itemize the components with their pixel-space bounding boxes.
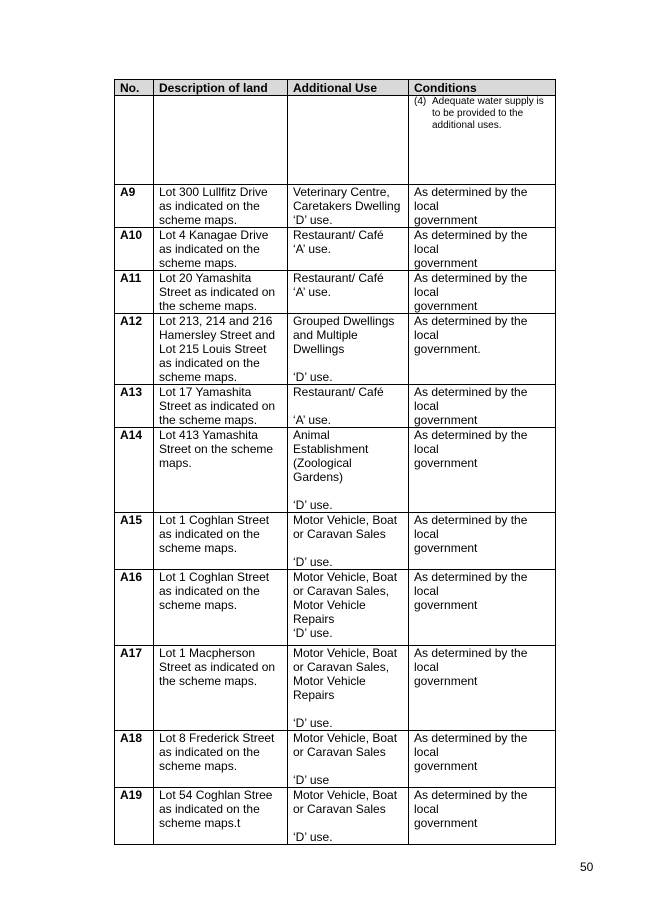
row-no: A17 bbox=[115, 646, 154, 731]
row-use: Restaurant/ Café ‘A’ use. bbox=[288, 228, 409, 271]
row-description: Lot 1 Macpherson Street as indicated on the scheme maps. bbox=[154, 646, 288, 731]
row-use: Restaurant/ Café ‘A’ use. bbox=[288, 385, 409, 428]
row-conditions: As determined by the local government bbox=[409, 185, 556, 228]
row-use: Motor Vehicle, Boat or Caravan Sales, Motor Vehicle Repairs ‘D’ use. bbox=[288, 570, 409, 646]
header-description: Description of land bbox=[154, 80, 288, 96]
table-row bbox=[115, 646, 556, 731]
row-description: Lot 20 Yamashita Street as indicated on the scheme maps. bbox=[154, 271, 288, 314]
row-description: Lot 1 Coghlan Street as indicated on the scheme maps. bbox=[154, 513, 288, 570]
row-use: Restaurant/ Café ‘A’ use. bbox=[288, 271, 409, 314]
row-conditions: As determined by the local government bbox=[409, 385, 556, 428]
row-description: Lot 300 Lullfitz Drive as indicated on the scheme maps. bbox=[154, 185, 288, 228]
row-conditions: As determined by the local government bbox=[409, 570, 556, 646]
condition-index: (4) bbox=[414, 96, 427, 107]
row-use: Motor Vehicle, Boat or Caravan Sales, Motor Vehicle Repairs ‘D’ use. bbox=[288, 646, 409, 731]
continuation-conditions bbox=[409, 96, 556, 185]
table-row bbox=[115, 185, 556, 228]
row-use: Motor Vehicle, Boat or Caravan Sales ‘D’ use. bbox=[288, 788, 409, 845]
row-use: Motor Vehicle, Boat or Caravan Sales ‘D’ use bbox=[288, 731, 409, 788]
row-use: Grouped Dwellings and Multiple Dwellings ‘D’ use. bbox=[288, 314, 409, 385]
row-use: Motor Vehicle, Boat or Caravan Sales ‘D’ use. bbox=[288, 513, 409, 570]
row-description: Lot 4 Kanagae Drive as indicated on the scheme maps. bbox=[154, 228, 288, 271]
table-row bbox=[115, 513, 556, 570]
row-conditions: As determined by the local government bbox=[409, 513, 556, 570]
table-row bbox=[115, 788, 556, 845]
row-no: A19 bbox=[115, 788, 154, 845]
table-row bbox=[115, 385, 556, 428]
additional-uses-table bbox=[114, 79, 556, 845]
table-header-row bbox=[115, 80, 556, 96]
condition-text: Adequate water supply is to be provided to the additional uses. bbox=[432, 96, 544, 131]
row-description: Lot 17 Yamashita Street as indicated on the scheme maps. bbox=[154, 385, 288, 428]
table-row bbox=[115, 570, 556, 646]
row-conditions: As determined by the local government. bbox=[409, 314, 556, 385]
header-no: No. bbox=[115, 80, 154, 96]
row-conditions: As determined by the local government bbox=[409, 646, 556, 731]
row-description: Lot 413 Yamashita Street on the scheme maps. bbox=[154, 428, 288, 513]
continuation-description bbox=[154, 96, 288, 185]
table-row bbox=[115, 314, 556, 385]
row-no: A14 bbox=[115, 428, 154, 513]
table-row bbox=[115, 428, 556, 513]
row-use: Animal Establishment (Zoological Gardens) ‘D’ use. bbox=[288, 428, 409, 513]
row-description: Lot 8 Frederick Street as indicated on the scheme maps. bbox=[154, 731, 288, 788]
row-description: Lot 54 Coghlan Stree as indicated on the scheme maps.t bbox=[154, 788, 288, 845]
row-no: A16 bbox=[115, 570, 154, 646]
row-no: A9 bbox=[115, 185, 154, 228]
row-no: A15 bbox=[115, 513, 154, 570]
row-conditions: As determined by the local government bbox=[409, 731, 556, 788]
header-additional-use: Additional Use bbox=[288, 80, 409, 96]
table-row bbox=[115, 271, 556, 314]
row-conditions: As determined by the local government bbox=[409, 228, 556, 271]
row-description: Lot 213, 214 and 216 Hamersley Street and Lot 215 Louis Street as indicated on the scheme maps. bbox=[154, 314, 288, 385]
page-number: 50 bbox=[580, 860, 594, 874]
continuation-use bbox=[288, 96, 409, 185]
condition-item bbox=[414, 96, 550, 132]
table-row bbox=[115, 228, 556, 271]
row-description: Lot 1 Coghlan Street as indicated on the scheme maps. bbox=[154, 570, 288, 646]
row-no: A12 bbox=[115, 314, 154, 385]
continuation-no bbox=[115, 96, 154, 185]
continuation-row bbox=[115, 96, 556, 185]
row-no: A10 bbox=[115, 228, 154, 271]
header-conditions: Conditions bbox=[409, 80, 556, 96]
row-no: A13 bbox=[115, 385, 154, 428]
row-no: A11 bbox=[115, 271, 154, 314]
row-no: A18 bbox=[115, 731, 154, 788]
table-row bbox=[115, 731, 556, 788]
row-conditions: As determined by the local government bbox=[409, 788, 556, 845]
row-conditions: As determined by the local government bbox=[409, 428, 556, 513]
row-use: Veterinary Centre, Caretakers Dwelling ‘D’ use. bbox=[288, 185, 409, 228]
row-conditions: As determined by the local government bbox=[409, 271, 556, 314]
